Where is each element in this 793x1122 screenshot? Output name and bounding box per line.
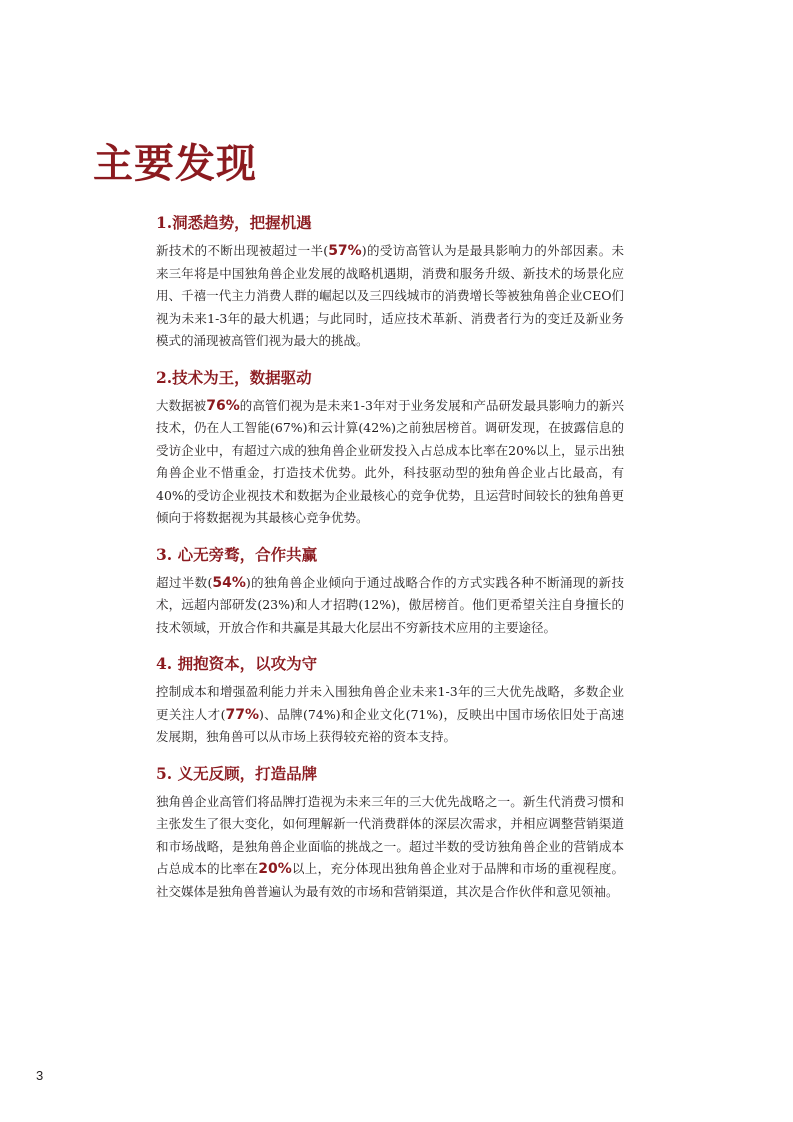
finding-section-1 — [156, 212, 624, 353]
page-number: 3 — [36, 1068, 44, 1083]
body-text: 控制成本和增强盈利能力并未入围独角兽企业未来1-3年的三大优先战略，多数企业更关注人才( — [156, 684, 624, 722]
body-text: 超过半数( — [156, 574, 213, 590]
body-text: 的高管们视为是未来1-3年对于业务发展和产品研发最具影响力的新兴技术，仍在人工智能(67%)和云计算(42%)之前独居榜首。调研发现，在披露信息的受访企业中，有超过六成的独角兽企业研发投入占总成本比率在20%以上，显示出独角兽企业不惜重金，打造技术优势。此外，科技驱动型的独角兽企业占比最高，有40%的受访企业视技术和数据为企业最核心的竞争优势，且运营时间较长的独角兽更倾向于将数据视为其最核心竞争优势。 — [156, 397, 624, 525]
highlight-stat: 54% — [212, 574, 246, 591]
body-text: 以上，充分体现出独角兽企业对于品牌和市场的重视程度。社交媒体是独角兽普遍认为最有效的市场和营销渠道，其次是合作伙伴和意见领袖。 — [156, 861, 624, 899]
highlight-stat: 57% — [328, 243, 362, 259]
main-content — [156, 212, 624, 917]
body-text: 独角兽企业高管们将品牌打造视为未来三年的三大优先战略之一。新生代消费习惯和主张发生了很大变化，如何理解新一代消费群体的深层次需求，并相应调整营销渠道和市场战略，是独角兽企业面临的挑战之一。超过半数的受访独角兽企业的营销成本占总成本的比率在 — [156, 793, 624, 876]
section-body — [156, 240, 624, 353]
finding-section-3 — [156, 544, 624, 640]
section-body — [156, 572, 624, 640]
section-body — [156, 681, 624, 749]
highlight-stat: 76% — [206, 397, 240, 414]
finding-section-2 — [156, 367, 624, 530]
section-heading: 3. 心无旁骛，合作共赢 — [156, 544, 318, 564]
finding-section-4 — [156, 653, 624, 749]
body-text: )、品牌(74%)和企业文化(71%)，反映出中国市场依旧处于高速发展期，独角兽可以从市场上获得较充裕的资本支持。 — [156, 706, 624, 744]
body-text: )的受访高管认为是最具影响力的外部因素。未来三年将是中国独角兽企业发展的战略机遇期，消费和服务升级、新技术的场景化应用、千禧一代主力消费人群的崛起以及三四线城市的消费增长等被独角兽企业CEO们视为未来1-3年的最大机遇；与此同时，适应技术革新、消费者行为的变迁及新业务模式的涌现被高管们视为最大的挑战。 — [156, 243, 624, 348]
body-text: 新技术的不断出现被超过一半( — [156, 243, 329, 258]
section-heading: 2.技术为王，数据驱动 — [156, 367, 312, 387]
section-heading: 5. 义无反顾，打造品牌 — [156, 763, 318, 783]
page-title: 主要发现 — [93, 140, 257, 187]
section-body — [156, 395, 624, 530]
section-body — [156, 791, 624, 904]
body-text: 大数据被 — [156, 397, 207, 413]
finding-section-5 — [156, 763, 624, 904]
section-heading: 4. 拥抱资本，以攻为守 — [156, 654, 318, 673]
highlight-stat: 20% — [258, 861, 292, 877]
body-text: )的独角兽企业倾向于通过战略合作的方式实践各种不断涌现的新技术，远超内部研发(23%)和人才招聘(12%)，傲居榜首。他们更希望关注自身擅长的技术领域，开放合作和共赢是其最大化层出不穷新技术应用的主要途径。 — [156, 574, 624, 635]
section-heading: 1.洞悉趋势，把握机遇 — [156, 213, 312, 232]
highlight-stat: 77% — [225, 706, 259, 723]
